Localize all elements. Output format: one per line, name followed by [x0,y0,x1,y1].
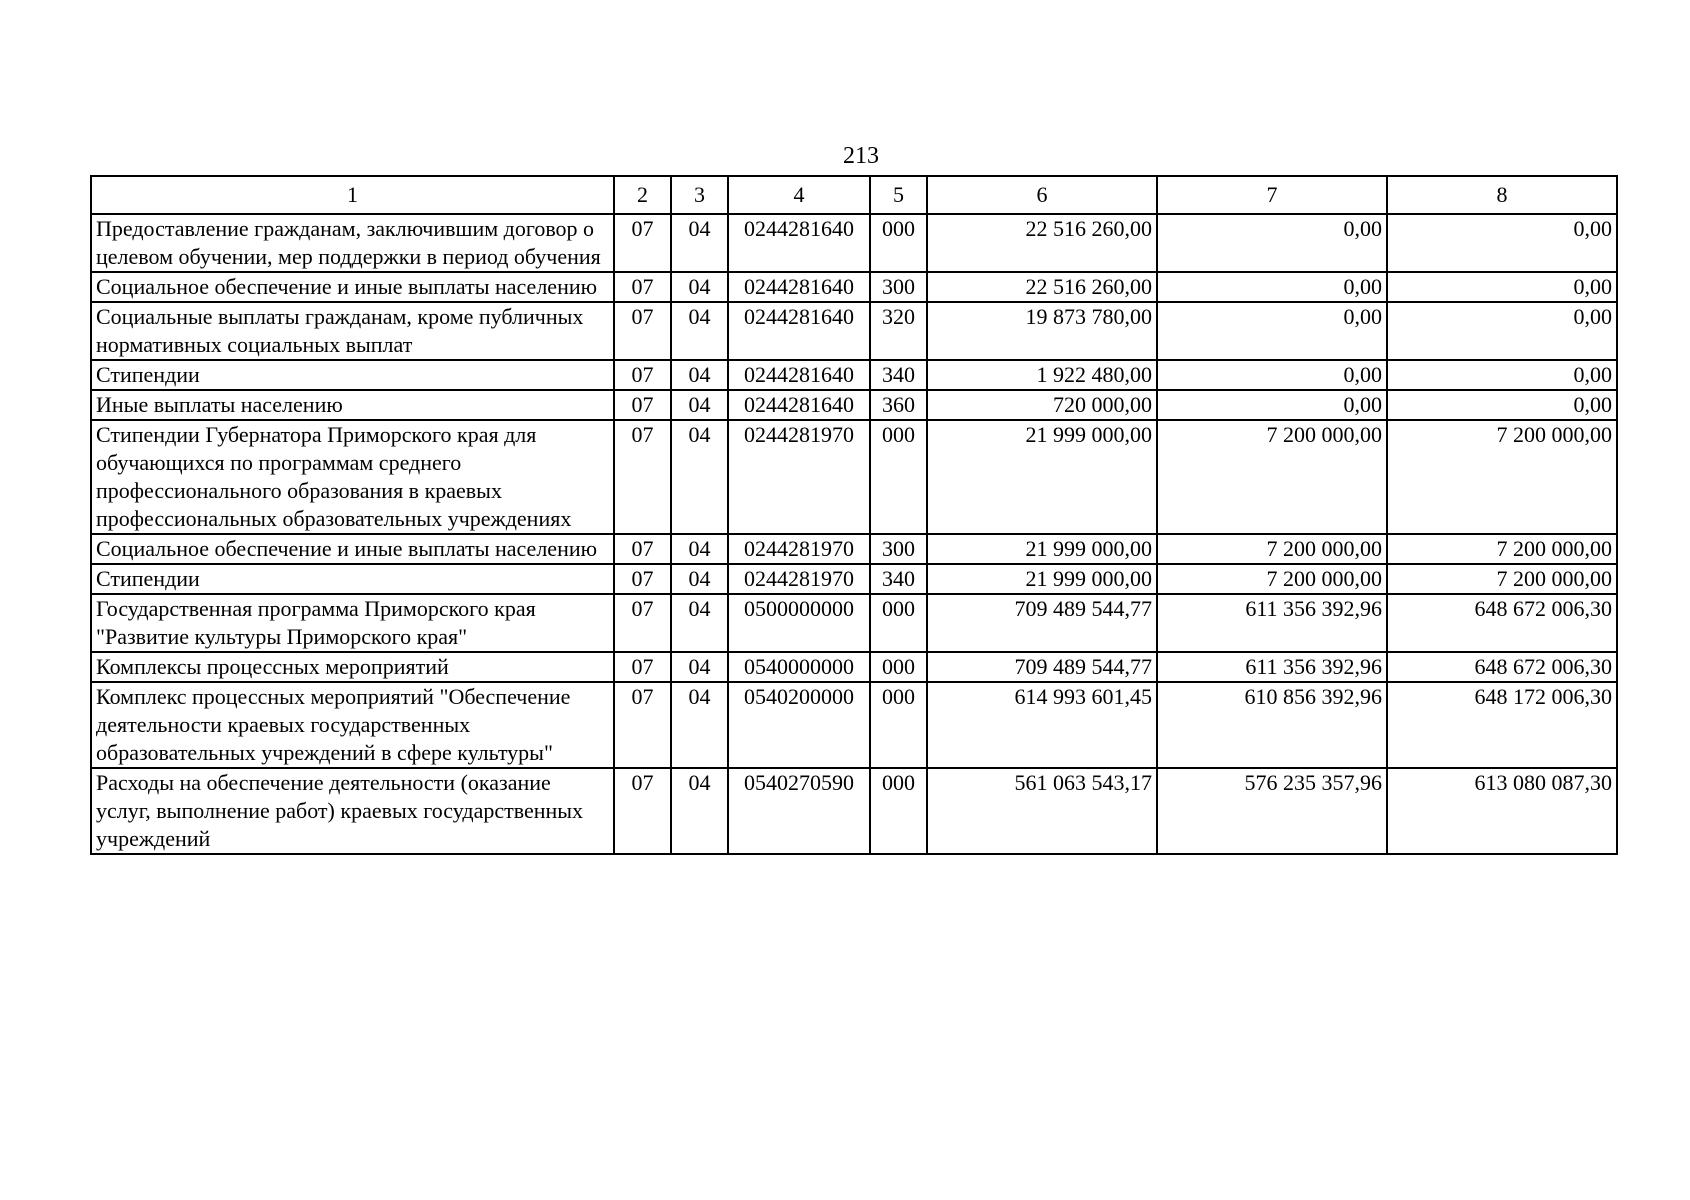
subsection-code: 04 [671,682,728,768]
table-row [91,272,1617,302]
amount-col8: 0,00 [1387,214,1617,272]
target-article-code: 0244281640 [728,272,870,302]
subsection-code: 04 [671,302,728,360]
section-code: 07 [614,214,671,272]
target-article-code: 0540000000 [728,652,870,682]
amount-col8: 648 672 006,30 [1387,652,1617,682]
amount-col6: 720 000,00 [927,390,1157,420]
column-header: 2 [614,176,671,214]
section-code: 07 [614,564,671,594]
amount-col7: 0,00 [1157,390,1387,420]
subsection-code: 04 [671,594,728,652]
expense-type-code: 000 [870,214,927,272]
table-row [91,652,1617,682]
item-name: Государственная программа Приморского края "Развитие культуры Приморского края" [91,594,614,652]
expense-type-code: 000 [870,420,927,534]
expense-type-code: 000 [870,652,927,682]
subsection-code: 04 [671,420,728,534]
amount-col7: 610 856 392,96 [1157,682,1387,768]
item-name: Расходы на обеспечение деятельности (оказание услуг, выполнение работ) краевых государственных учреждений [91,768,614,854]
item-name: Иные выплаты населению [91,390,614,420]
budget-table [90,175,1618,855]
expense-type-code: 320 [870,302,927,360]
target-article-code: 0540200000 [728,682,870,768]
section-code: 07 [614,768,671,854]
expense-type-code: 300 [870,272,927,302]
amount-col7: 576 235 357,96 [1157,768,1387,854]
page-number: 213 [843,143,879,169]
amount-col8: 7 200 000,00 [1387,534,1617,564]
target-article-code: 0244281640 [728,214,870,272]
section-code: 07 [614,682,671,768]
table-row [91,420,1617,534]
item-name: Стипендии [91,360,614,390]
target-article-code: 0244281970 [728,534,870,564]
column-header: 1 [91,176,614,214]
amount-col6: 21 999 000,00 [927,534,1157,564]
amount-col6: 614 993 601,45 [927,682,1157,768]
expense-type-code: 000 [870,682,927,768]
item-name: Социальное обеспечение и иные выплаты населению [91,272,614,302]
target-article-code: 0244281640 [728,302,870,360]
item-name: Предоставление гражданам, заключившим договор о целевом обучении, мер поддержки в период обучения [91,214,614,272]
expense-type-code: 000 [870,594,927,652]
table-row [91,360,1617,390]
section-code: 07 [614,302,671,360]
target-article-code: 0244281970 [728,564,870,594]
amount-col6: 21 999 000,00 [927,420,1157,534]
column-header: 5 [870,176,927,214]
subsection-code: 04 [671,214,728,272]
target-article-code: 0500000000 [728,594,870,652]
table-row [91,682,1617,768]
table-row [91,390,1617,420]
amount-col6: 22 516 260,00 [927,272,1157,302]
amount-col7: 611 356 392,96 [1157,652,1387,682]
subsection-code: 04 [671,768,728,854]
amount-col8: 0,00 [1387,360,1617,390]
amount-col6: 1 922 480,00 [927,360,1157,390]
expense-type-code: 300 [870,534,927,564]
amount-col7: 0,00 [1157,214,1387,272]
section-code: 07 [614,420,671,534]
column-header: 6 [927,176,1157,214]
expense-type-code: 340 [870,564,927,594]
target-article-code: 0244281970 [728,420,870,534]
section-code: 07 [614,594,671,652]
section-code: 07 [614,360,671,390]
section-code: 07 [614,534,671,564]
subsection-code: 04 [671,360,728,390]
amount-col6: 22 516 260,00 [927,214,1157,272]
header-row [91,176,1617,214]
subsection-code: 04 [671,564,728,594]
amount-col7: 611 356 392,96 [1157,594,1387,652]
amount-col8: 0,00 [1387,390,1617,420]
target-article-code: 0244281640 [728,390,870,420]
column-header: 4 [728,176,870,214]
amount-col7: 0,00 [1157,360,1387,390]
table-row [91,534,1617,564]
amount-col8: 7 200 000,00 [1387,564,1617,594]
amount-col8: 613 080 087,30 [1387,768,1617,854]
column-header: 8 [1387,176,1617,214]
item-name: Социальные выплаты гражданам, кроме публичных нормативных социальных выплат [91,302,614,360]
amount-col7: 7 200 000,00 [1157,534,1387,564]
table-row [91,564,1617,594]
table-row [91,214,1617,272]
section-code: 07 [614,652,671,682]
subsection-code: 04 [671,272,728,302]
amount-col7: 0,00 [1157,302,1387,360]
table-row [91,594,1617,652]
target-article-code: 0244281640 [728,360,870,390]
amount-col6: 709 489 544,77 [927,652,1157,682]
column-header: 7 [1157,176,1387,214]
amount-col7: 0,00 [1157,272,1387,302]
amount-col8: 7 200 000,00 [1387,420,1617,534]
item-name: Комплексы процессных мероприятий [91,652,614,682]
item-name: Социальное обеспечение и иные выплаты населению [91,534,614,564]
subsection-code: 04 [671,652,728,682]
amount-col7: 7 200 000,00 [1157,420,1387,534]
expense-type-code: 360 [870,390,927,420]
target-article-code: 0540270590 [728,768,870,854]
expense-type-code: 340 [870,360,927,390]
amount-col6: 21 999 000,00 [927,564,1157,594]
table-row [91,768,1617,854]
amount-col8: 0,00 [1387,302,1617,360]
amount-col6: 19 873 780,00 [927,302,1157,360]
amount-col8: 648 672 006,30 [1387,594,1617,652]
column-header: 3 [671,176,728,214]
item-name: Комплекс процессных мероприятий "Обеспечение деятельности краевых государственных образовательных учреждений в сфере культуры" [91,682,614,768]
expense-type-code: 000 [870,768,927,854]
subsection-code: 04 [671,390,728,420]
amount-col7: 7 200 000,00 [1157,564,1387,594]
section-code: 07 [614,272,671,302]
subsection-code: 04 [671,534,728,564]
amount-col8: 648 172 006,30 [1387,682,1617,768]
item-name: Стипендии Губернатора Приморского края для обучающихся по программам среднего профессионального образования в краевых профессиональных образовательных учреждениях [91,420,614,534]
item-name: Стипендии [91,564,614,594]
amount-col6: 561 063 543,17 [927,768,1157,854]
table-row [91,302,1617,360]
section-code: 07 [614,390,671,420]
amount-col8: 0,00 [1387,272,1617,302]
amount-col6: 709 489 544,77 [927,594,1157,652]
